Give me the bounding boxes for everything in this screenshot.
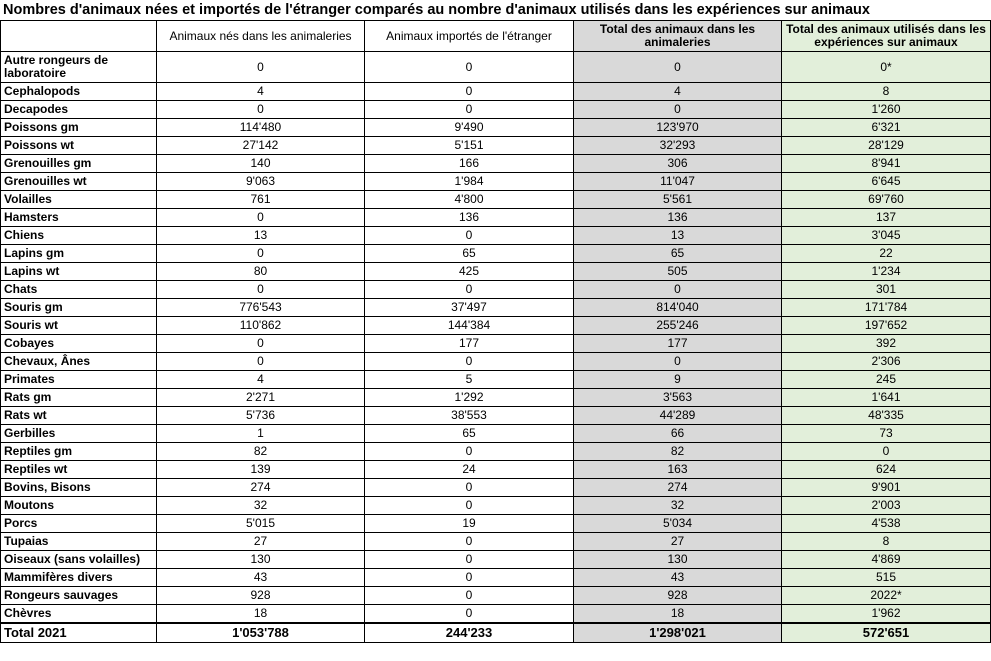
cell-born: 274	[157, 479, 365, 497]
table-row	[1, 497, 991, 515]
total-label: Total 2021	[1, 623, 157, 643]
row-label: Rongeurs sauvages	[1, 587, 157, 605]
cell-born: 18	[157, 605, 365, 624]
cell-born: 4	[157, 83, 365, 101]
header-born: Animaux nés dans les animaleries	[157, 21, 365, 52]
cell-total-facilities: 3'563	[574, 389, 782, 407]
table-row	[1, 605, 991, 624]
cell-born: 0	[157, 281, 365, 299]
cell-total-used: 515	[782, 569, 991, 587]
cell-imported: 65	[365, 425, 574, 443]
table-row	[1, 515, 991, 533]
row-label: Souris gm	[1, 299, 157, 317]
cell-imported: 4'800	[365, 191, 574, 209]
cell-born: 0	[157, 101, 365, 119]
table-row	[1, 569, 991, 587]
cell-born: 139	[157, 461, 365, 479]
row-label: Lapins wt	[1, 263, 157, 281]
cell-total-facilities: 5'034	[574, 515, 782, 533]
row-label: Souris wt	[1, 317, 157, 335]
header-category	[1, 21, 157, 52]
table-row	[1, 299, 991, 317]
cell-total-used: 69'760	[782, 191, 991, 209]
cell-total-facilities: 123'970	[574, 119, 782, 137]
row-label: Lapins gm	[1, 245, 157, 263]
table-row	[1, 443, 991, 461]
cell-total-used: 2'306	[782, 353, 991, 371]
cell-total-facilities: 0	[574, 101, 782, 119]
table-row	[1, 479, 991, 497]
header-row	[1, 21, 991, 52]
table-row	[1, 263, 991, 281]
cell-total-used: 8	[782, 83, 991, 101]
table-row	[1, 425, 991, 443]
row-label: Volailles	[1, 191, 157, 209]
cell-total-used: 8	[782, 533, 991, 551]
cell-total-used: 0*	[782, 52, 991, 83]
table-row	[1, 209, 991, 227]
cell-total-facilities: 814'040	[574, 299, 782, 317]
cell-total-facilities: 274	[574, 479, 782, 497]
cell-total-facilities: 66	[574, 425, 782, 443]
cell-imported: 65	[365, 245, 574, 263]
cell-imported: 0	[365, 605, 574, 624]
cell-total-used: 4'869	[782, 551, 991, 569]
cell-born: 2'271	[157, 389, 365, 407]
cell-total-used: 1'234	[782, 263, 991, 281]
cell-born: 27	[157, 533, 365, 551]
total-row	[1, 623, 991, 643]
cell-total-facilities: 0	[574, 52, 782, 83]
total-used: 572'651	[782, 623, 991, 643]
cell-imported: 0	[365, 52, 574, 83]
table-row	[1, 587, 991, 605]
row-label: Cobayes	[1, 335, 157, 353]
row-label: Mammifères divers	[1, 569, 157, 587]
cell-born: 1	[157, 425, 365, 443]
cell-imported: 19	[365, 515, 574, 533]
cell-total-facilities: 505	[574, 263, 782, 281]
row-label: Grenouilles gm	[1, 155, 157, 173]
cell-total-used: 22	[782, 245, 991, 263]
cell-total-facilities: 13	[574, 227, 782, 245]
cell-total-facilities: 27	[574, 533, 782, 551]
cell-total-used: 6'645	[782, 173, 991, 191]
cell-imported: 0	[365, 227, 574, 245]
table-row	[1, 101, 991, 119]
cell-imported: 0	[365, 101, 574, 119]
cell-born: 4	[157, 371, 365, 389]
cell-born: 110'862	[157, 317, 365, 335]
cell-total-used: 1'260	[782, 101, 991, 119]
cell-imported: 24	[365, 461, 574, 479]
cell-total-facilities: 0	[574, 353, 782, 371]
table-row	[1, 52, 991, 83]
row-label: Tupaias	[1, 533, 157, 551]
cell-imported: 5'151	[365, 137, 574, 155]
table-row	[1, 281, 991, 299]
cell-born: 27'142	[157, 137, 365, 155]
row-label: Bovins, Bisons	[1, 479, 157, 497]
cell-born: 5'015	[157, 515, 365, 533]
cell-total-used: 624	[782, 461, 991, 479]
total-facilities: 1'298'021	[574, 623, 782, 643]
table-body	[1, 52, 991, 624]
cell-born: 928	[157, 587, 365, 605]
table-row	[1, 407, 991, 425]
row-label: Primates	[1, 371, 157, 389]
header-total-facilities: Total des animaux dans les animaleries	[574, 21, 782, 52]
cell-total-facilities: 130	[574, 551, 782, 569]
row-label: Gerbilles	[1, 425, 157, 443]
table-title: Nombres d'animaux nées et importés de l'étranger comparés au nombre d'animaux utilisés dans les expériences sur animaux	[3, 2, 870, 18]
cell-imported: 0	[365, 587, 574, 605]
cell-imported: 166	[365, 155, 574, 173]
row-label: Autre rongeurs de laboratoire	[1, 52, 157, 83]
cell-total-facilities: 177	[574, 335, 782, 353]
cell-imported: 0	[365, 533, 574, 551]
row-label: Cephalopods	[1, 83, 157, 101]
animals-table	[0, 20, 991, 643]
header-total-used: Total des animaux utilisés dans les expériences sur animaux	[782, 21, 991, 52]
cell-imported: 0	[365, 353, 574, 371]
cell-total-facilities: 44'289	[574, 407, 782, 425]
cell-imported: 0	[365, 479, 574, 497]
cell-total-used: 9'901	[782, 479, 991, 497]
cell-born: 0	[157, 52, 365, 83]
cell-imported: 0	[365, 497, 574, 515]
row-label: Moutons	[1, 497, 157, 515]
cell-total-facilities: 43	[574, 569, 782, 587]
cell-total-used: 245	[782, 371, 991, 389]
cell-born: 80	[157, 263, 365, 281]
cell-total-facilities: 65	[574, 245, 782, 263]
cell-born: 0	[157, 245, 365, 263]
table-row	[1, 371, 991, 389]
row-label: Hamsters	[1, 209, 157, 227]
row-label: Rats wt	[1, 407, 157, 425]
cell-total-used: 6'321	[782, 119, 991, 137]
cell-imported: 425	[365, 263, 574, 281]
cell-total-used: 73	[782, 425, 991, 443]
table-row	[1, 83, 991, 101]
cell-born: 82	[157, 443, 365, 461]
table-row	[1, 389, 991, 407]
cell-total-facilities: 0	[574, 281, 782, 299]
cell-born: 32	[157, 497, 365, 515]
cell-total-facilities: 11'047	[574, 173, 782, 191]
row-label: Porcs	[1, 515, 157, 533]
cell-born: 0	[157, 209, 365, 227]
cell-imported: 0	[365, 83, 574, 101]
cell-total-facilities: 32'293	[574, 137, 782, 155]
cell-total-facilities: 306	[574, 155, 782, 173]
cell-imported: 0	[365, 443, 574, 461]
cell-imported: 0	[365, 569, 574, 587]
cell-imported: 136	[365, 209, 574, 227]
cell-total-facilities: 928	[574, 587, 782, 605]
table-row	[1, 245, 991, 263]
cell-imported: 37'497	[365, 299, 574, 317]
row-label: Poissons wt	[1, 137, 157, 155]
cell-total-used: 8'941	[782, 155, 991, 173]
table-row	[1, 119, 991, 137]
cell-born: 0	[157, 335, 365, 353]
cell-imported: 38'553	[365, 407, 574, 425]
cell-total-facilities: 5'561	[574, 191, 782, 209]
table-row	[1, 155, 991, 173]
cell-total-facilities: 18	[574, 605, 782, 624]
cell-total-used: 392	[782, 335, 991, 353]
table-row	[1, 227, 991, 245]
cell-total-used: 28'129	[782, 137, 991, 155]
cell-total-used: 197'652	[782, 317, 991, 335]
row-label: Chats	[1, 281, 157, 299]
cell-total-facilities: 32	[574, 497, 782, 515]
cell-born: 130	[157, 551, 365, 569]
row-label: Chiens	[1, 227, 157, 245]
cell-total-used: 301	[782, 281, 991, 299]
cell-total-facilities: 136	[574, 209, 782, 227]
row-label: Decapodes	[1, 101, 157, 119]
row-label: Reptiles gm	[1, 443, 157, 461]
cell-imported: 177	[365, 335, 574, 353]
cell-total-facilities: 9	[574, 371, 782, 389]
table-row	[1, 137, 991, 155]
row-label: Rats gm	[1, 389, 157, 407]
cell-imported: 5	[365, 371, 574, 389]
row-label: Chevaux, Ânes	[1, 353, 157, 371]
cell-total-used: 2022*	[782, 587, 991, 605]
table-row	[1, 551, 991, 569]
cell-imported: 144'384	[365, 317, 574, 335]
cell-born: 140	[157, 155, 365, 173]
total-born: 1'053'788	[157, 623, 365, 643]
cell-total-facilities: 163	[574, 461, 782, 479]
row-label: Reptiles wt	[1, 461, 157, 479]
cell-imported: 0	[365, 551, 574, 569]
cell-total-used: 1'962	[782, 605, 991, 624]
cell-total-facilities: 255'246	[574, 317, 782, 335]
cell-born: 776'543	[157, 299, 365, 317]
total-imported: 244'233	[365, 623, 574, 643]
cell-born: 5'736	[157, 407, 365, 425]
cell-born: 43	[157, 569, 365, 587]
cell-born: 0	[157, 353, 365, 371]
cell-born: 761	[157, 191, 365, 209]
table-row	[1, 191, 991, 209]
row-label: Chèvres	[1, 605, 157, 624]
cell-total-used: 137	[782, 209, 991, 227]
cell-born: 114'480	[157, 119, 365, 137]
row-label: Grenouilles wt	[1, 173, 157, 191]
header-imported: Animaux importés de l'étranger	[365, 21, 574, 52]
cell-total-used: 0	[782, 443, 991, 461]
cell-imported: 1'984	[365, 173, 574, 191]
row-label: Oiseaux (sans volailles)	[1, 551, 157, 569]
cell-total-used: 48'335	[782, 407, 991, 425]
cell-imported: 1'292	[365, 389, 574, 407]
table-row	[1, 533, 991, 551]
cell-born: 13	[157, 227, 365, 245]
cell-total-used: 3'045	[782, 227, 991, 245]
cell-born: 9'063	[157, 173, 365, 191]
cell-imported: 9'490	[365, 119, 574, 137]
row-label: Poissons gm	[1, 119, 157, 137]
table-row	[1, 353, 991, 371]
cell-total-used: 171'784	[782, 299, 991, 317]
table-row	[1, 173, 991, 191]
cell-total-facilities: 4	[574, 83, 782, 101]
table-row	[1, 335, 991, 353]
cell-total-used: 1'641	[782, 389, 991, 407]
cell-total-used: 4'538	[782, 515, 991, 533]
table-row	[1, 461, 991, 479]
cell-total-facilities: 82	[574, 443, 782, 461]
table-row	[1, 317, 991, 335]
cell-total-used: 2'003	[782, 497, 991, 515]
cell-imported: 0	[365, 281, 574, 299]
